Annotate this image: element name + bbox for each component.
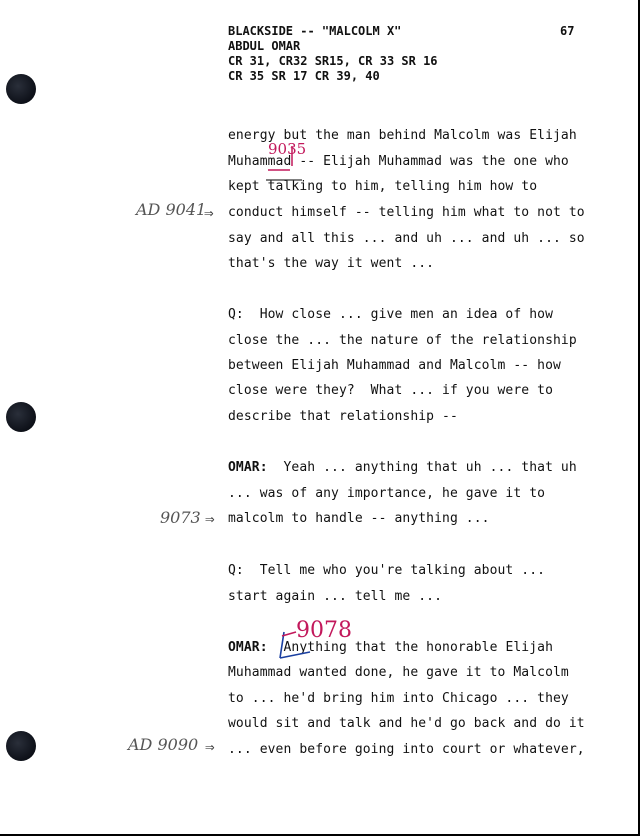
timecode-annotation: AD 9090: [128, 735, 199, 754]
header-camera-roll-1: CR 31, CR32 SR15, CR 33 SR 16: [228, 54, 438, 68]
transcript-line: start again ... tell me ...: [228, 589, 443, 604]
page-number: 67: [560, 24, 575, 38]
binder-hole-middle: [6, 402, 36, 432]
transcript-line: would sit and talk and he'd go back and do it: [228, 716, 585, 731]
timecode-annotation: 9073: [160, 508, 201, 527]
transcript-line: ... was of any importance, he gave it to: [228, 486, 546, 501]
transcript-line: say and all this ... and uh ... and uh ... so: [228, 231, 585, 246]
transcript-line: [228, 460, 577, 475]
timecode-annotation: 9035: [268, 140, 307, 158]
transcript-line: Muhammad -- Elijah Muhammad was the one who: [228, 154, 569, 169]
arrow-right-icon: ⇒: [204, 203, 214, 222]
bracket-mark: [262, 142, 306, 182]
speaker-label: OMAR:: [228, 640, 268, 655]
timecode-annotation: AD 9041: [136, 200, 207, 219]
timecode-annotation: 9078: [296, 618, 352, 643]
transcript-line: describe that relationship --: [228, 409, 458, 424]
arrow-right-icon: ⇒: [205, 509, 215, 528]
bracket-mark: [270, 628, 320, 662]
speaker-label: OMAR:: [228, 460, 268, 475]
transcript-line: between Elijah Muhammad and Malcolm -- how: [228, 358, 561, 373]
transcript-line: ... even before going into court or whatever,: [228, 742, 585, 757]
transcript-line: Muhammad wanted done, he gave it to Malcolm: [228, 665, 569, 680]
transcript-line: to ... he'd bring him into Chicago ... they: [228, 691, 569, 706]
binder-hole-top: [6, 74, 36, 104]
transcript-line: that's the way it went ...: [228, 256, 435, 271]
transcript-line: conduct himself -- telling him what to not to: [228, 205, 585, 220]
transcript-line: kept talking to him, telling him how to: [228, 179, 538, 194]
transcript-line: Q: How close ... give men an idea of how: [228, 307, 553, 322]
header-title: BLACKSIDE -- "MALCOLM X": [228, 24, 402, 38]
arrow-right-icon: ⇒: [205, 737, 215, 756]
header-camera-roll-2: CR 35 SR 17 CR 39, 40: [228, 69, 380, 83]
speech-text: Anything that the honorable Elijah: [267, 640, 554, 655]
binder-hole-bottom: [6, 731, 36, 761]
transcript-line: close the ... the nature of the relationship: [228, 333, 577, 348]
transcript-line: Q: Tell me who you're talking about ...: [228, 563, 546, 578]
header-interviewee: ABDUL OMAR: [228, 39, 301, 53]
transcript-line: malcolm to handle -- anything ...: [228, 511, 490, 526]
document-header: [228, 24, 438, 84]
transcript-line: energy but the man behind Malcolm was Elijah: [228, 128, 577, 143]
transcript-line: close were they? What ... if you were to: [228, 383, 553, 398]
speech-text: Yeah ... anything that uh ... that uh: [267, 460, 577, 475]
